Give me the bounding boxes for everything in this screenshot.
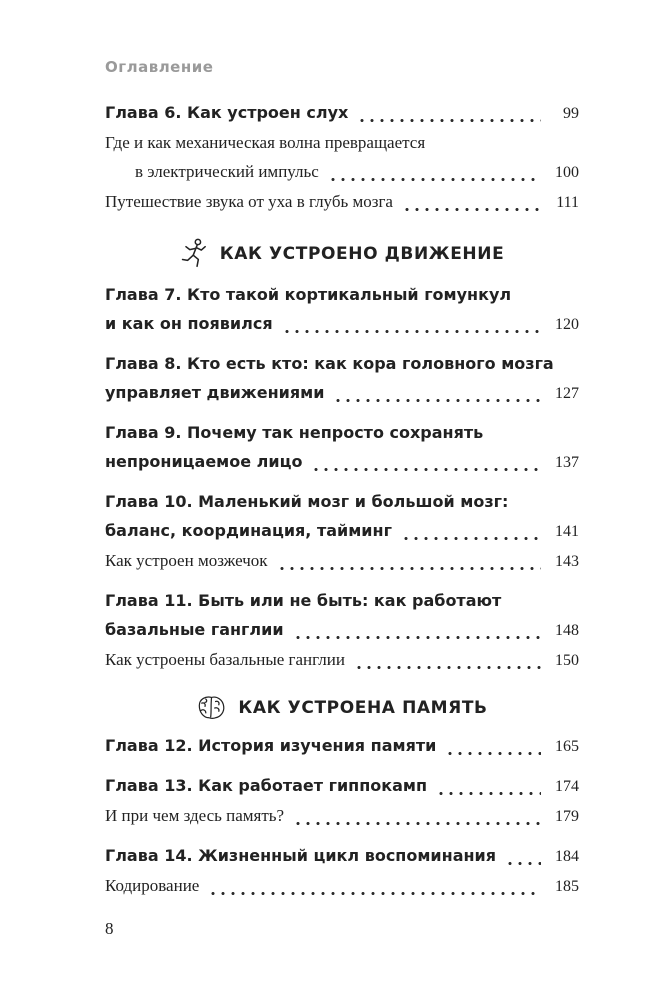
entry-row: [105, 731, 579, 761]
entry-page-number: 99: [563, 105, 579, 122]
dot-leader: [445, 752, 541, 755]
dot-leader: [402, 208, 541, 211]
dot-leader: [328, 178, 541, 181]
entry-page-number: 179: [555, 808, 579, 825]
entry-page-number: 148: [555, 622, 579, 639]
toc-entry: [105, 731, 579, 761]
entry-title-line: и как он появился: [105, 314, 273, 333]
entry-row: [105, 801, 579, 831]
dot-leader: [401, 537, 541, 540]
entry-title-line: Глава 13. Как работает гиппокамп: [105, 776, 428, 795]
entry-page-number: 120: [555, 316, 579, 333]
entry-page-number: 100: [555, 164, 579, 181]
entry-row: [105, 516, 579, 546]
entry-title-line: Глава 12. История изучения памяти: [105, 736, 437, 755]
dot-leader: [333, 399, 541, 402]
dot-leader: [436, 792, 541, 795]
entry-page-number: 141: [555, 523, 579, 540]
toc-entry: [105, 801, 579, 831]
entry-row: [105, 378, 579, 408]
section-title: КАК УСТРОЕНА ПАМЯТЬ: [238, 698, 488, 718]
page-number: 8: [105, 919, 114, 938]
dot-leader: [505, 862, 541, 865]
entry-row: [105, 871, 579, 901]
entry-row: [105, 771, 579, 801]
dot-leader: [357, 119, 541, 122]
toc-entry: [105, 128, 579, 187]
toc-entry: [105, 586, 579, 645]
entry-row: [105, 447, 579, 477]
entry-title-line: Как устроен мозжечок: [105, 551, 268, 570]
toc-entry: [105, 187, 579, 217]
entry-page-number: 185: [555, 878, 579, 895]
entry-title-line: баланс, координация, тайминг: [105, 521, 392, 540]
page-header: Оглавление: [105, 58, 214, 76]
entry-title-line: управляет движениями: [105, 383, 325, 402]
section-title: КАК УСТРОЕНО ДВИЖЕНИЕ: [219, 243, 505, 264]
entry-title-line: Кодирование: [105, 876, 200, 895]
dot-leader: [311, 468, 541, 471]
toc-entry: [105, 280, 579, 339]
entry-title-line: Глава 6. Как устроен слух: [105, 103, 349, 122]
entry-title-line: Глава 8. Кто есть кто: как кора головного мозга: [105, 354, 554, 373]
dot-leader: [208, 892, 541, 895]
entry-title-line: Глава 7. Кто такой кортикальный гомункул: [105, 285, 512, 304]
entry-page-number: 137: [555, 454, 579, 471]
toc-entry: [105, 871, 579, 901]
toc-entry: [105, 98, 579, 128]
toc-entry: [105, 771, 579, 801]
entry-page-number: 150: [555, 652, 579, 669]
entry-row: [105, 645, 579, 675]
dot-leader: [293, 822, 541, 825]
toc-entry: [105, 645, 579, 675]
dot-leader: [277, 567, 541, 570]
entry-page-number: 111: [556, 194, 579, 211]
entry-title-line: Глава 9. Почему так непросто сохранять: [105, 423, 484, 442]
entry-title-line: Глава 14. Жизненный цикл воспоминания: [105, 846, 497, 865]
entry-row: [105, 841, 579, 871]
entry-row: [105, 98, 579, 128]
entry-page-number: 165: [555, 738, 579, 755]
section-heading: [105, 695, 579, 721]
entry-title-line: Как устроены базальные ганглии: [105, 650, 345, 669]
toc-entry: [105, 546, 579, 576]
entry-title-line: Где и как механическая волна превращается: [105, 133, 426, 152]
brain-icon: [196, 695, 227, 721]
entry-row: [105, 187, 579, 217]
toc: [105, 98, 579, 901]
entry-row: [105, 309, 579, 339]
dot-leader: [354, 666, 541, 669]
entry-title-line: Глава 10. Маленький мозг и большой мозг:: [105, 492, 509, 511]
toc-entry: [105, 418, 579, 477]
entry-title-line: непроницаемое лицо: [105, 452, 303, 471]
entry-row: [105, 157, 579, 187]
entry-title-line: в электрический импульс: [135, 162, 319, 181]
entry-page-number: 127: [555, 385, 579, 402]
entry-title-line: Путешествие звука от уха в глубь мозга: [105, 192, 393, 211]
section-heading: [105, 237, 579, 270]
entry-page-number: 143: [555, 553, 579, 570]
entry-page-number: 184: [555, 848, 579, 865]
dot-leader: [293, 636, 541, 639]
runner-icon: [180, 237, 209, 270]
entry-row: [105, 546, 579, 576]
entry-title-line: базальные ганглии: [105, 620, 284, 639]
dot-leader: [282, 330, 541, 333]
entry-title-line: Глава 11. Быть или не быть: как работают: [105, 591, 502, 610]
entry-page-number: 174: [555, 778, 579, 795]
entry-title-line: И при чем здесь память?: [105, 806, 285, 825]
toc-entry: [105, 349, 579, 408]
toc-entry: [105, 841, 579, 871]
toc-entry: [105, 487, 579, 546]
entry-row: [105, 615, 579, 645]
